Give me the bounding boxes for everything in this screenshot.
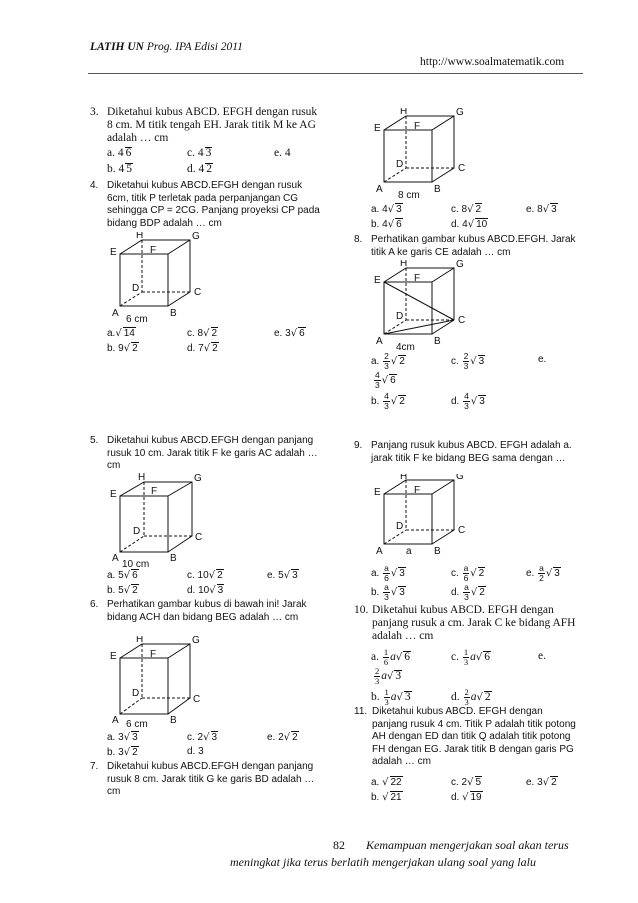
svg-text:F: F (150, 649, 157, 660)
option-e-label: e. (538, 650, 546, 662)
option-c: c. $\frac{a}{6}$ √ 2 (451, 563, 485, 583)
question-number: 4. (90, 180, 99, 191)
option-b: b. 5√ 2 (107, 585, 138, 596)
svg-text:D: D (132, 283, 140, 294)
question-number: 8. (354, 234, 363, 245)
svg-text:C: C (193, 694, 201, 705)
option-b: b. 3√ 2 (107, 747, 138, 758)
cube-figure-q9 (372, 474, 472, 565)
svg-text:G: G (192, 636, 200, 646)
svg-text:D: D (132, 688, 140, 699)
cube-figure-q8 (372, 260, 472, 357)
option-e: e. $\frac{a}{2}$ √ 3 (526, 563, 560, 583)
option-d: d. 10√ 3 (187, 585, 224, 596)
svg-text:C: C (458, 525, 466, 536)
svg-text:F: F (151, 486, 158, 497)
svg-text:4cm: 4cm (396, 342, 415, 352)
question-number: 10. (354, 604, 369, 616)
svg-text:D: D (396, 311, 404, 322)
option-a: a. 5√ 6 (107, 570, 138, 581)
svg-text:C: C (458, 315, 466, 326)
question-number: 3. (90, 106, 99, 118)
svg-text:E: E (110, 489, 117, 500)
svg-text:G: G (456, 260, 464, 270)
question-number: 6. (90, 599, 99, 610)
question-text: Diketahui kubus ABCD.EFGH dengan rusuk 6cm, titik P terletak pada perpanjangan CG sehingga CP = 2CG. Panjang proyeksi CP pada bidang BDP adalah … cm (107, 180, 320, 229)
svg-text:G: G (456, 474, 464, 482)
header-title (90, 41, 243, 53)
svg-text:F: F (150, 245, 157, 256)
footer-line-2: meningkat jika terus berlatih mengerjakan ulang soal yang lalu (230, 855, 536, 869)
option-d: d. $\frac{a}{3}$ √ 2 (451, 582, 485, 602)
option-e: e. 3√ 2 (526, 777, 557, 788)
svg-text:H: H (136, 636, 144, 645)
header-url: http://www.soalmatematik.com (420, 56, 565, 68)
svg-text:G: G (194, 473, 202, 484)
option-b: b. √ 21 (371, 792, 402, 803)
option-c: c. 10√ 2 (187, 570, 223, 581)
svg-text:A: A (376, 546, 383, 557)
option-a: a. 4√ 3 (371, 204, 402, 215)
header-rule (88, 73, 583, 74)
option-c: c. 8√ 2 (451, 204, 482, 215)
option-b: b. $\frac{a}{3}$ √ 3 (371, 582, 405, 602)
svg-text:H: H (136, 232, 144, 241)
option-b: b. 4√ 6 (371, 219, 402, 230)
question-text: Diketahui kubus ABCD. EFGH dengan panjang rusuk 4 cm. Titik P adalah titik potong AH dengan ED dan titik Q adalah titik potong FH dengan EG. Jarak titik B dengan garis PG adalah … cm (372, 706, 576, 768)
question-text: Diketahui kubus ABCD. EFGH dengan panjang rusuk a cm. Jarak C ke bidang AFH adalah … cm (372, 604, 576, 642)
svg-text:B: B (434, 546, 441, 557)
option-d: d. 4 2 (187, 163, 212, 175)
option-e: e. 8√ 3 (526, 204, 557, 215)
svg-text:H: H (138, 472, 146, 483)
cube-figure-q6 (108, 636, 208, 733)
svg-text:E: E (110, 247, 117, 258)
svg-text:a: a (406, 546, 412, 557)
option-a: a. √ 22 (371, 777, 402, 788)
svg-text:G: G (456, 108, 464, 118)
header-title-rest: Prog. IPA Edisi 2011 (144, 41, 243, 53)
svg-text:A: A (112, 715, 119, 726)
svg-text:C: C (195, 532, 203, 543)
svg-text:G: G (192, 232, 200, 242)
option-c: c. $\frac{2}{3}$ √ 3 (451, 351, 485, 371)
option-c: c. 4 3 (187, 147, 212, 159)
svg-text:A: A (376, 184, 383, 195)
option-a: a. 3√ 3 (107, 732, 138, 743)
option-b: b. 9√ 2 (107, 343, 138, 354)
question-number: 9. (354, 440, 363, 451)
svg-text:F: F (414, 485, 421, 496)
option-e: e. 5√ 3 (267, 570, 298, 581)
svg-text:E: E (110, 651, 117, 662)
svg-text:E: E (374, 123, 381, 134)
option-e: e. 4 (274, 147, 291, 159)
svg-text:H: H (400, 108, 408, 117)
svg-text:H: H (400, 474, 408, 482)
page-number: 82 (333, 838, 345, 852)
option-d: d. √ 19 (451, 792, 482, 803)
option-b: b. $\frac{1}{3}$ a√ 3 (371, 687, 411, 707)
option-d: d. 3 (187, 746, 204, 757)
question-text: Diketahui kubus ABCD.EFGH dengan panjang rusuk 10 cm. Jarak titik F ke garis AC adalah … cm (107, 435, 318, 472)
footer-line-1: Kemampuan mengerjakan soal akan terus (366, 838, 569, 852)
question-number: 7. (90, 761, 99, 772)
option-a: a. $\frac{a}{6}$ √ 3 (371, 563, 405, 583)
option-e-label: e. (538, 354, 547, 365)
svg-text:F: F (414, 273, 421, 284)
option-c: c. $\frac{1}{3}$ a√ 6 (451, 647, 490, 667)
svg-text:D: D (133, 526, 141, 537)
svg-text:A: A (112, 308, 119, 319)
option-d: d. 7√ 2 (187, 343, 218, 354)
option-b: b. $\frac{4}{3}$ √ 2 (371, 391, 405, 411)
question-number: 11. (354, 706, 368, 717)
option-e-value: $\frac{4}{3}$ √ 6 (375, 370, 396, 390)
option-a: a. $\frac{2}{3}$ √ 2 (371, 351, 405, 371)
cube-figure-q7 (372, 108, 472, 205)
svg-text:D: D (396, 159, 404, 170)
svg-text:A: A (112, 553, 119, 564)
svg-text:C: C (194, 287, 202, 298)
svg-text:D: D (396, 521, 404, 532)
option-e: e. 3√ 6 (274, 328, 305, 339)
svg-text:B: B (434, 336, 441, 347)
option-e-value: $\frac{2}{3}$ a√ 3 (375, 666, 402, 686)
option-a: a.√ 14 (107, 328, 135, 339)
cube-figure-q4 (108, 232, 208, 329)
svg-text:B: B (170, 715, 177, 726)
question-text: Diketahui kubus ABCD.EFGH dengan panjang rusuk 8 cm. Jarak titik G ke garis BD adalah … cm (107, 761, 315, 798)
question-text: Panjang rusuk kubus ABCD. EFGH adalah a. jarak titik F ke bidang BEG sama dengan … (371, 440, 572, 464)
option-d: d. 4√ 10 (451, 219, 488, 230)
option-d: d. $\frac{4}{3}$ √ 3 (451, 391, 485, 411)
question-text: Diketahui kubus ABCD. EFGH dengan rusuk 8 cm. M titik tengah EH. Jarak titik M ke AG adalah … cm (107, 106, 318, 144)
svg-text:B: B (170, 308, 177, 319)
svg-text:B: B (434, 184, 441, 195)
option-d: d. $\frac{2}{3}$ a√ 2 (451, 687, 491, 707)
svg-text:6 cm: 6 cm (126, 719, 148, 728)
question-number: 5. (90, 435, 99, 446)
option-b: b. 4 5 (107, 163, 132, 175)
option-e: e. 2√ 2 (267, 732, 298, 743)
question-text: Perhatikan gambar kubus ABCD.EFGH. Jarak titik A ke garis CE adalah … cm (371, 234, 576, 258)
option-c: c. 2√ 5 (451, 777, 482, 788)
svg-text:B: B (170, 553, 177, 564)
cube-figure-q5 (108, 472, 208, 573)
question-text: Perhatikan gambar kubus di bawah ini! Jarak bidang ACH dan bidang BEG adalah … cm (107, 599, 307, 623)
svg-text:E: E (374, 275, 381, 286)
svg-text:H: H (400, 260, 408, 269)
option-a: a. $\frac{1}{6}$ a√ 6 (371, 647, 410, 667)
header-title-bold: LATIH UN (90, 41, 144, 53)
option-c: c. 8√ 2 (187, 328, 218, 339)
svg-text:E: E (374, 487, 381, 498)
svg-text:C: C (458, 163, 466, 174)
svg-text:6 cm: 6 cm (126, 314, 148, 324)
option-a: a. 4 6 (107, 147, 132, 159)
option-c: c. 2√ 3 (187, 732, 218, 743)
svg-text:10 cm: 10 cm (122, 559, 150, 568)
svg-text:A: A (376, 336, 383, 347)
svg-text:F: F (414, 121, 421, 132)
svg-text:8 cm: 8 cm (398, 190, 420, 200)
